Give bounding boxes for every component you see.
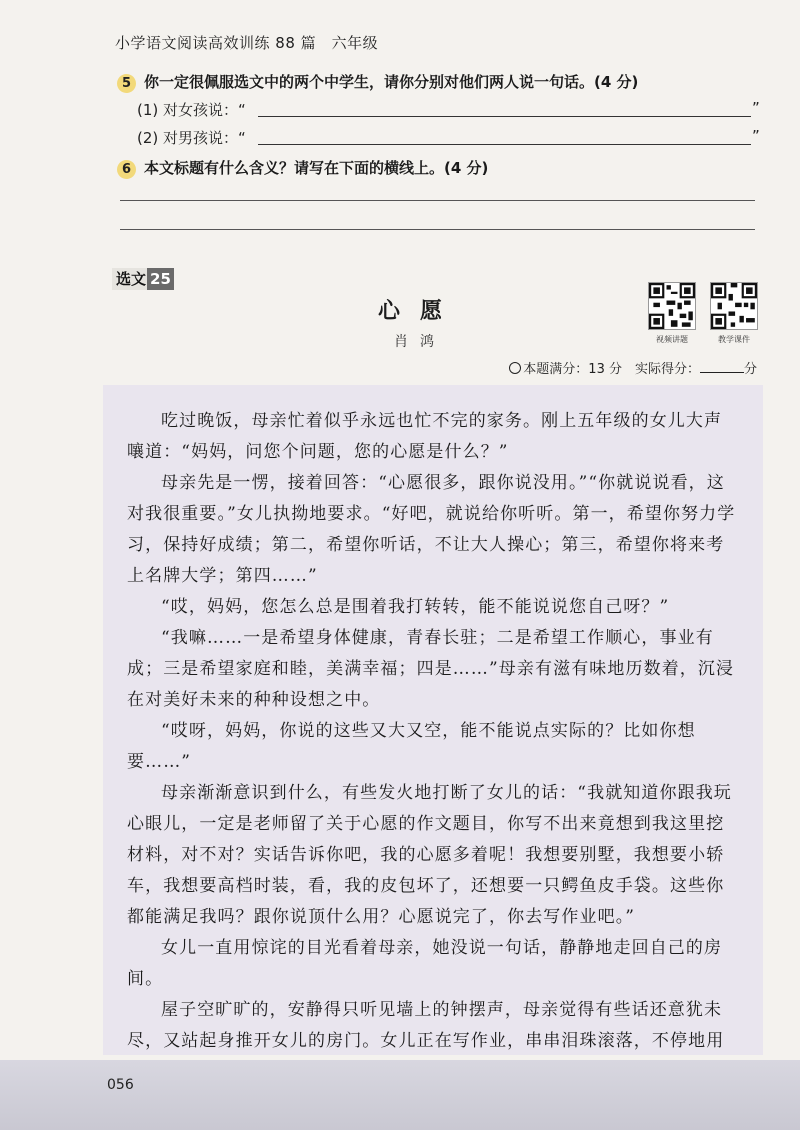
article-tag-label: 选文 bbox=[116, 270, 147, 288]
article-paragraph-7: 女儿一直用惊诧的目光看着母亲，她没说一句话，静静地走回自己的房间。 bbox=[127, 938, 723, 989]
question-6-number: 6 bbox=[117, 160, 136, 179]
score-unit: 分 bbox=[743, 362, 757, 377]
page-number: 056 bbox=[107, 1077, 134, 1093]
article-tag-number: 25 bbox=[147, 268, 174, 290]
question-5 bbox=[117, 71, 638, 93]
qr-courseware-icon bbox=[710, 282, 758, 330]
q5-sub1-close-quote: ” bbox=[752, 99, 760, 117]
qr-video-icon bbox=[648, 282, 696, 330]
article-paragraph-2: 母亲先是一愣，接着回答：“心愿很多，跟你说没用。”“你就说说看，这对我很重要。”女儿执拗地要求。“好吧，就说给你听听。第一，希望你努力学习，保持好成绩；第二，希望你听话，不让大人操心；第三，希望你将来考上名牌大学；第四……” bbox=[127, 473, 736, 586]
clock-icon bbox=[509, 362, 521, 374]
question-6 bbox=[117, 157, 488, 179]
qr-courseware-label: 教学课件 bbox=[718, 335, 750, 344]
question-5-number: 5 bbox=[117, 74, 136, 93]
qr-video[interactable] bbox=[648, 282, 702, 345]
q6-answer-line-2[interactable] bbox=[120, 229, 755, 230]
article-paragraph-4: “我嘛……一是希望身体健康，青春长驻；二是希望工作顺心，事业有成；三是希望家庭和睦，美满幸福；四是……”母亲有滋有味地历数着，沉浸在对美好未来的种种设想之中。 bbox=[127, 628, 735, 710]
q5-sub2-answer-line[interactable] bbox=[258, 144, 751, 145]
footer-band bbox=[0, 1060, 800, 1130]
qr-courseware[interactable] bbox=[710, 282, 764, 345]
article-author: 肖鸿 bbox=[394, 334, 446, 350]
article-paragraph-5: “哎呀，妈妈，你说的这些又大又空，能不能说点实际的？比如你想要……” bbox=[127, 721, 696, 772]
book-header: 小学语文阅读高效训练 88 篇 六年级 bbox=[115, 34, 379, 52]
article-paragraph-3: “哎，妈妈，您怎么总是围着我打转转，能不能说说您自己呀？” bbox=[161, 597, 670, 617]
article-paragraph-1: 吃过晚饭，母亲忙着似乎永远也忙不完的家务。刚上五年级的女儿大声嚷道：“妈妈，问您个问题，您的心愿是什么？” bbox=[127, 411, 723, 462]
score-blank[interactable] bbox=[700, 372, 744, 373]
score-line bbox=[509, 358, 757, 377]
q5-sub2-close-quote: ” bbox=[752, 127, 760, 145]
q6-answer-line-1[interactable] bbox=[120, 200, 755, 201]
q5-sub1-label: (1) 对女孩说：“ bbox=[137, 101, 246, 119]
qr-video-label: 视频讲题 bbox=[656, 335, 688, 344]
q5-sub1-answer-line[interactable] bbox=[258, 116, 751, 117]
question-6-text: 本文标题有什么含义？请写在下面的横线上。(4 分) bbox=[144, 159, 489, 177]
article-paragraph-6: 母亲渐渐意识到什么，有些发火地打断了女儿的话：“我就知道你跟我玩心眼儿，一定是老师留了关于心愿的作文题目，你写不出来竟想到我这里挖材料，对不对？实话告诉你吧，我的心愿多着呢！我想要别墅，我想要小轿车，我想要高档时装，看，我的皮包坏了，还想要一只鳄鱼皮手袋。这些你都能满足我吗？跟你说顶什么用？心愿说完了，你去写作业吧。” bbox=[127, 783, 732, 927]
article-tag bbox=[112, 268, 174, 290]
article-paragraph-8: 屋子空旷旷的，安静得只听见墙上的钟摆声，母亲觉得有些话还意犹未尽，又站起身推开女儿的房门。女儿正在写作业，串串泪珠滚落，不停地用 bbox=[127, 1000, 725, 1051]
question-5-text: 你一定很佩服选文中的两个中学生，请你分别对他们两人说一句话。(4 分) bbox=[144, 73, 639, 91]
article-title: 心愿 bbox=[377, 298, 462, 324]
q5-sub2-label: (2) 对男孩说：“ bbox=[137, 129, 246, 147]
score-text: 本题满分：13 分 实际得分： bbox=[523, 362, 700, 377]
